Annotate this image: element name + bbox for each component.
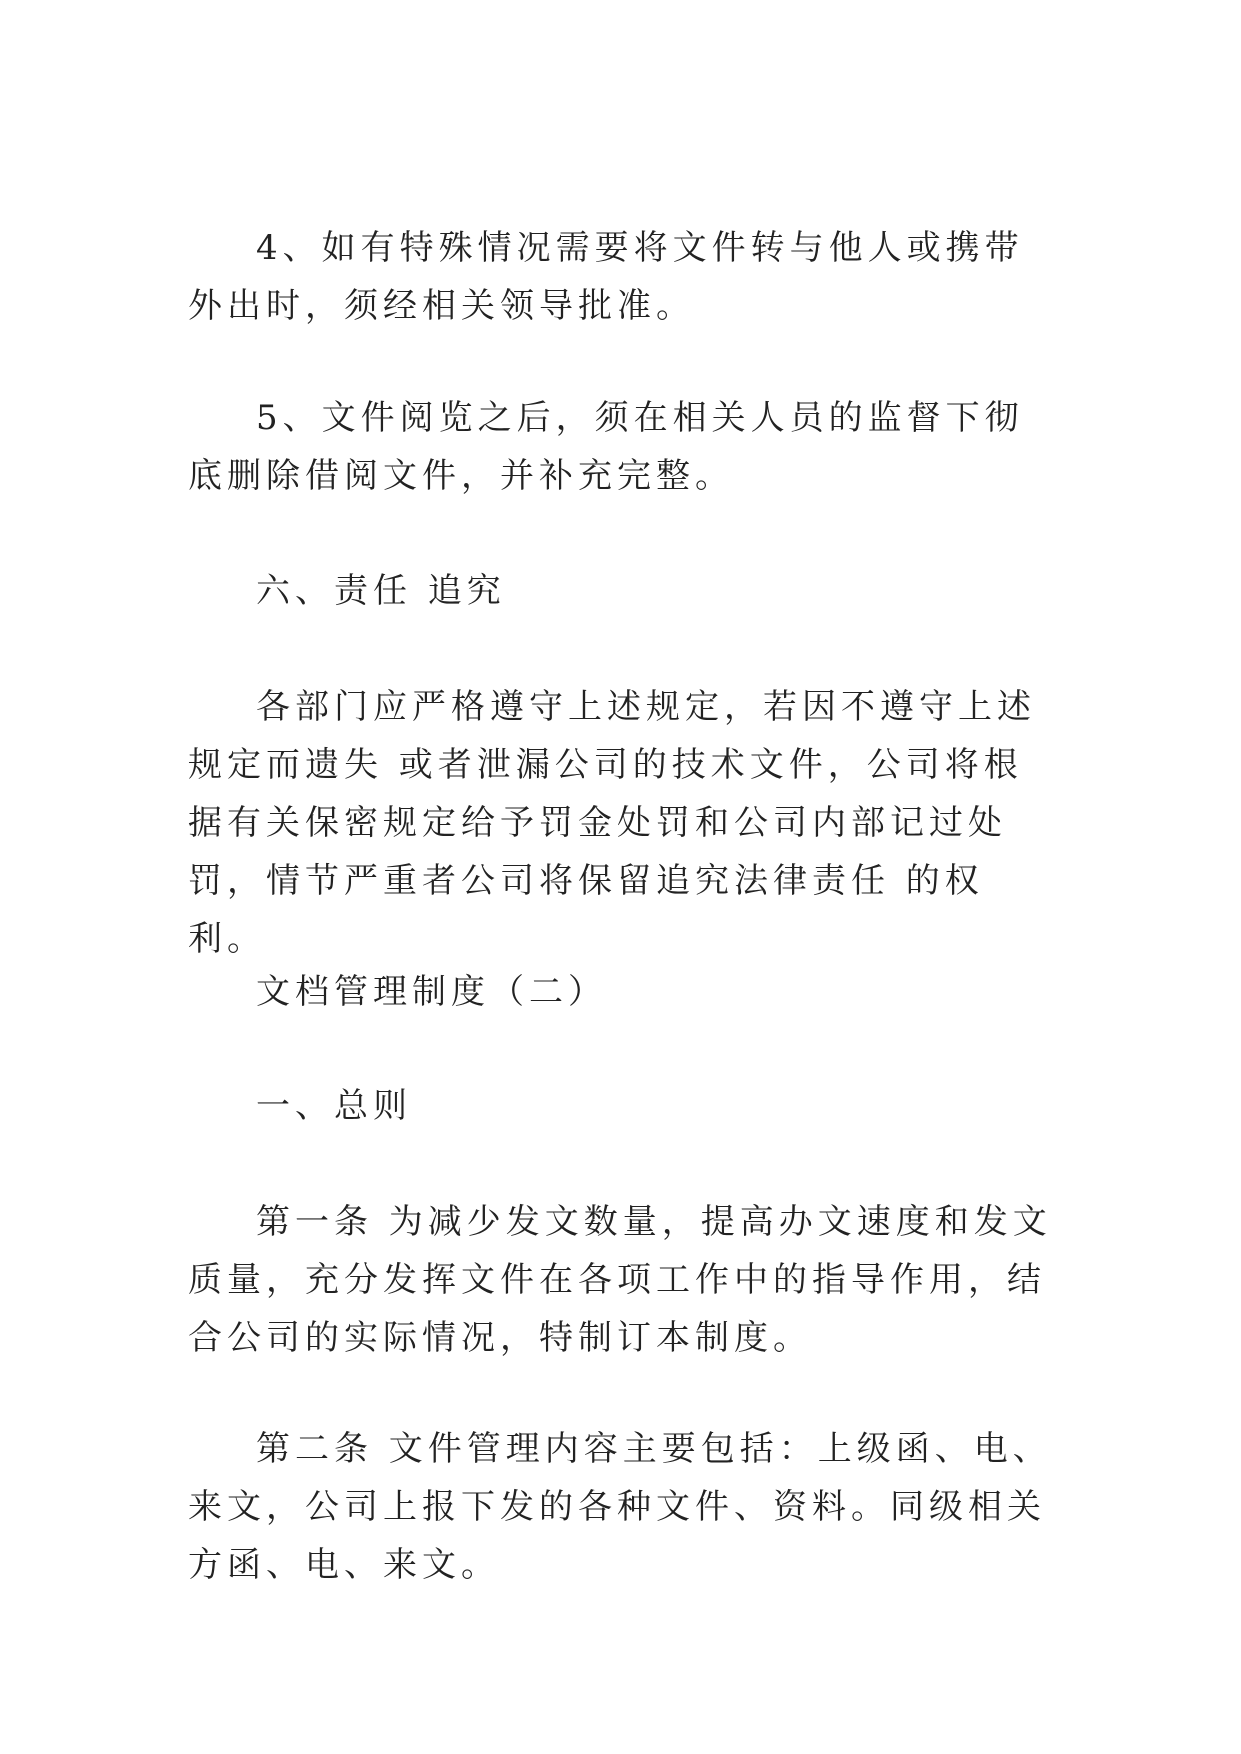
article-two: 第二条 文件管理内容主要包括：上级函、电、来文，公司上报下发的各种文件、资料。同级相关方函、电、来文。 (188, 1429, 1052, 1585)
paragraph-item-5: 5、文件阅览之后，须在相关人员的监督下彻底删除借阅文件，并补充完整。 (188, 398, 1024, 496)
paragraph-responsibility: 各部门应严格遵守上述规定，若因不遵守上述规定而遗失 或者泄漏公司的技术文件，公司将根据有关保密规定给予罚金处罚和公司内部记过处罚，情节严重者公司将保留追究法律责任 的权利。 (188, 687, 1036, 959)
section-heading-general: 一、总则 (256, 1086, 412, 1126)
article-one: 第一条 为减少发文数量，提高办文速度和发文质量，充分发挥文件在各项工作中的指导作用，结合公司的实际情况，特制订本制度。 (188, 1202, 1052, 1358)
paragraph-item-4: 4、如有特殊情况需要将文件转与他人或携带外出时，须经相关领导批准。 (188, 228, 1024, 326)
section-heading-responsibility: 六、责任 追究 (256, 571, 506, 611)
document-title: 文档管理制度（二） (256, 972, 607, 1012)
